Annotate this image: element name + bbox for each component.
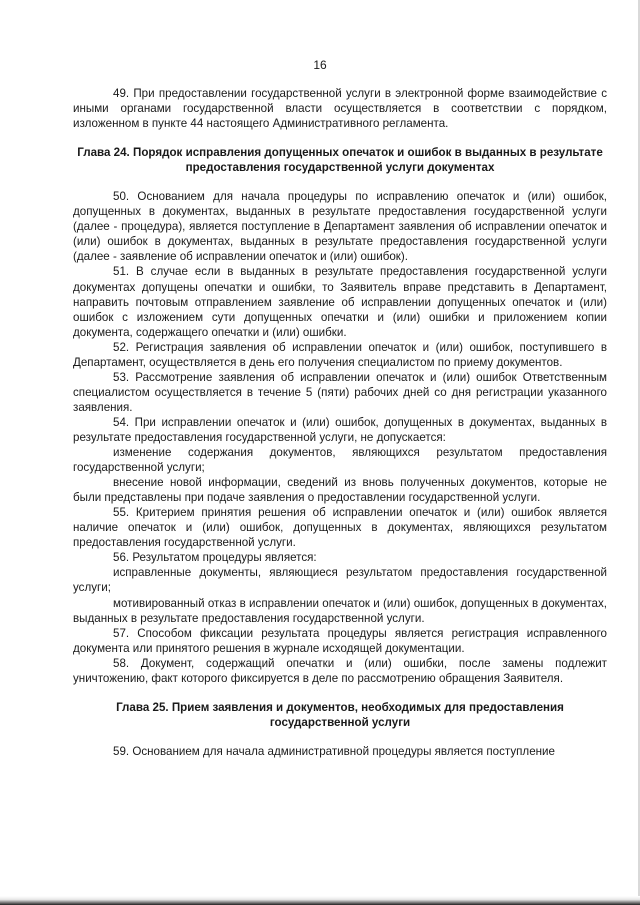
paragraph-50: 50. Основанием для начала процедуры по исправлению опечаток и (или) ошибок, допущенных в документах, выданных в результате предоставления государственной услуги (далее - процедура), является поступление в Департамент заявления об исправлении опечаток и (или) ошибок в документах, выданных в результате предоставления государственной услуги (далее - заявление об исправлении опечаток и (или) ошибок).: [73, 190, 607, 264]
paragraph-51: 51. В случае если в выданных в результате предоставления государственной услуги документах допущены опечатки и ошибки, то Заявитель вправе представить в Департамент, направить почтовым отправлением заявление об исправлении допущенных опечаток и (или) ошибок с изложением сути допущенных опечатки и (или) ошибки и приложением копии документа, содержащего опечатки и (или) ошибки.: [73, 265, 607, 339]
paragraph-53: 53. Рассмотрение заявления об исправлении опечаток и (или) ошибок Ответственным специалистом осуществляется в течение 5 (пяти) рабочих дней со дня регистрации указанного заявления.: [73, 370, 607, 414]
document-body: [73, 86, 607, 759]
paragraph-55: 55. Критерием принятия решения об исправлении опечаток и (или) ошибок является наличие опечаток и (или) ошибок, допущенных в документах, являющихся результатом предоставления государственной услуги.: [73, 506, 607, 550]
paragraph-52: 52. Регистрация заявления об исправлении опечаток и (или) ошибок, поступившего в Департамент, осуществляется в день его получения специалистом по приему документов.: [73, 340, 607, 369]
paragraph-58: 58. Документ, содержащий опечатки и (или) ошибки, после замены подлежит уничтожению, факт которого фиксируется в деле по рассмотрению обращения Заявителя.: [73, 656, 607, 685]
paragraph-49: 49. При предоставлении государственной услуги в электронной форме взаимодействие с иными органами государственной власти осуществляется в соответствии с порядком, изложенном в пункте 44 настоящего Административного регламента.: [73, 87, 607, 131]
paragraph-54-item-2: внесение новой информации, сведений из вновь полученных документов, которые не были представлены при подаче заявления о предоставлении государственной услуги.: [73, 476, 607, 505]
paragraph-54: 54. При исправлении опечаток и (или) ошибок, допущенных в документах, выданных в результате предоставления государственной услуги, не допускается:: [73, 415, 607, 444]
paragraph-59: 59. Основанием для начала административной процедуры является поступление: [113, 744, 555, 758]
paragraph-56-item-2: мотивированный отказ в исправлении опечаток и (или) ошибок, допущенных в документах, выданных в результате предоставления государственной услуги.: [73, 596, 607, 625]
page-number: 16: [313, 58, 327, 72]
paragraph-56-item-1: исправленные документы, являющиеся результатом предоставления государственной услуги;: [73, 566, 607, 595]
chapter-25-heading: Глава 25. Прием заявления и документов, необходимых для предоставления государственной услуги: [116, 700, 564, 729]
chapter-24-heading: Глава 24. Порядок исправления допущенных опечаток и ошибок в выданных в результате предоставления государственной услуги документах: [77, 146, 603, 175]
paragraph-54-item-1: изменение содержания документов, являющихся результатом предоставления государственной услуги;: [73, 446, 607, 475]
paragraph-57: 57. Способом фиксации результата процедуры является регистрация исправленного документа или принятого решения в журнале исходящей документации.: [73, 626, 607, 655]
page-edge-bottom: [0, 896, 640, 905]
paragraph-56: 56. Результатом процедуры является:: [113, 551, 317, 565]
